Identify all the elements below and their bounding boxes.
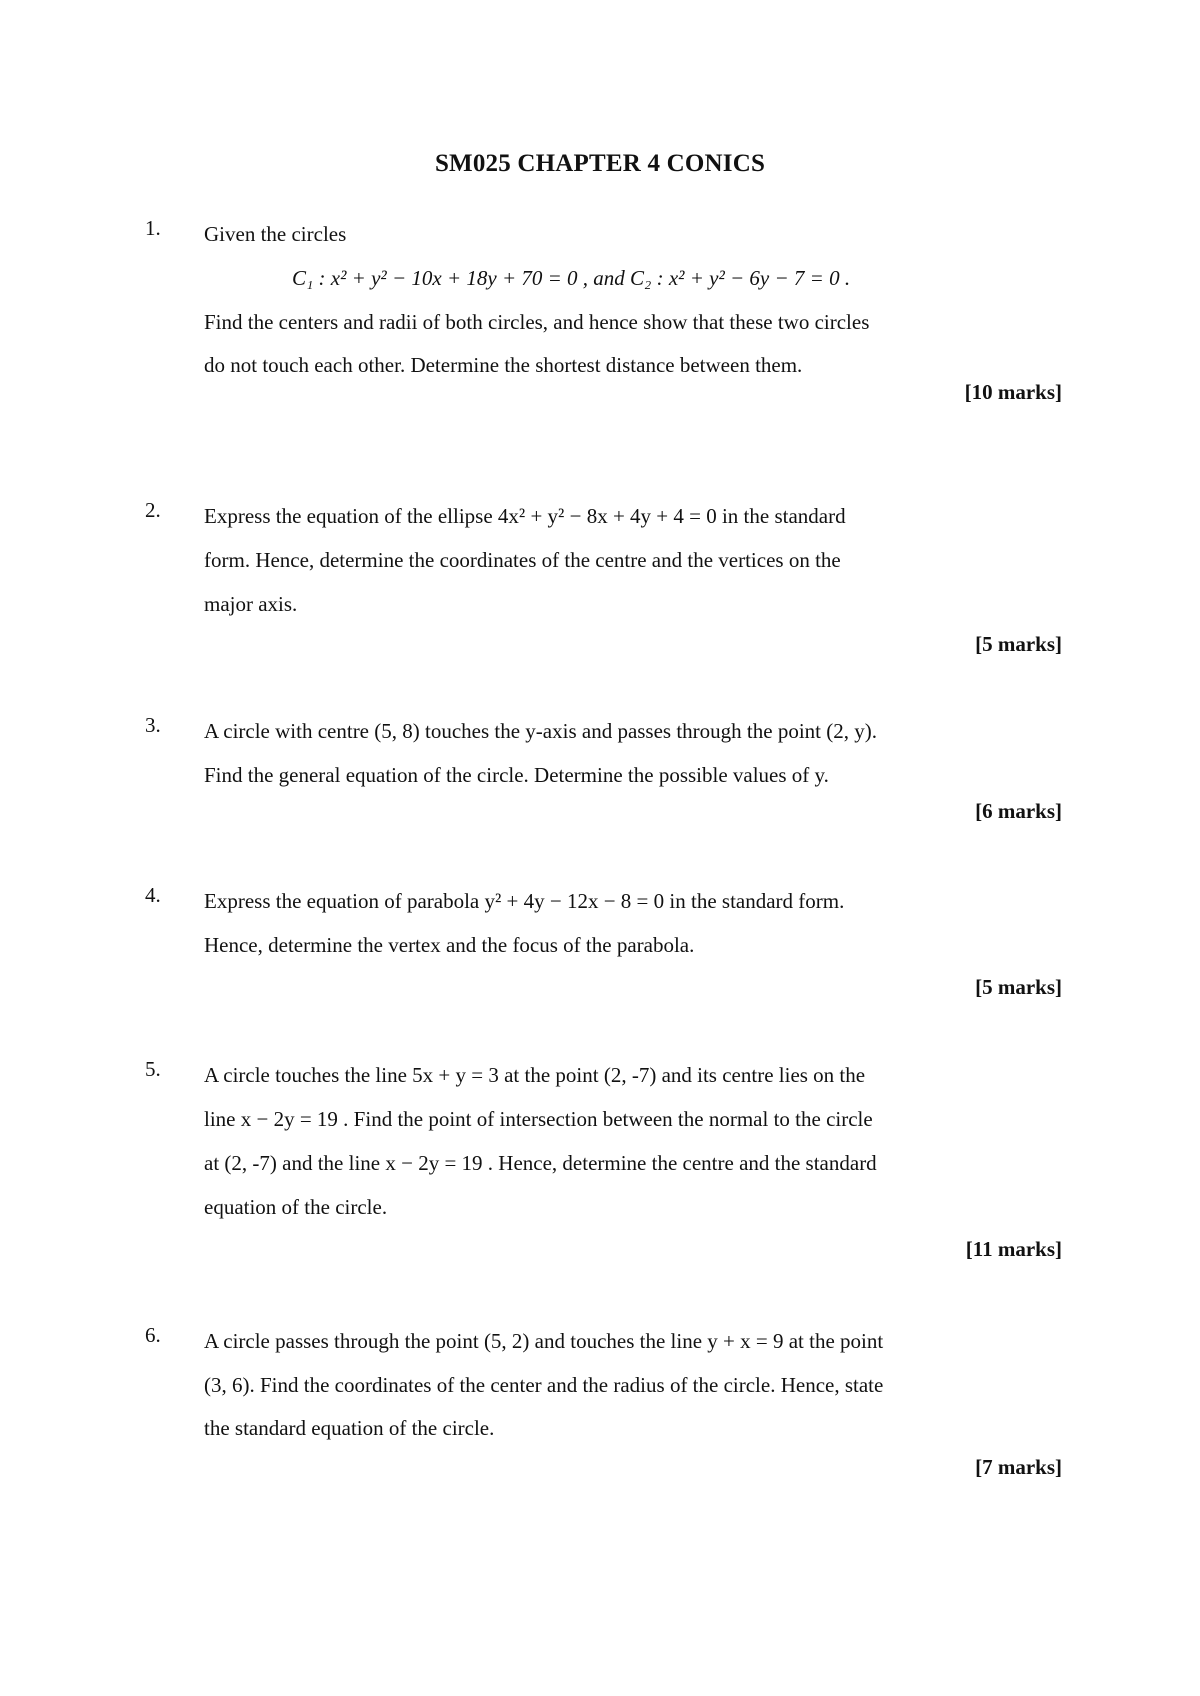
question-number: 5.	[145, 1057, 161, 1081]
question-text	[204, 879, 984, 967]
question-line: major axis.	[204, 592, 298, 616]
question-line: Hence, determine the vertex and the focus of the parabola.	[204, 933, 695, 957]
question-text	[204, 1053, 984, 1229]
marks-label: [6 marks]	[975, 799, 1062, 823]
question-line: Express the equation of the ellipse 4x² + y² − 8x + 4y + 4 = 0 in the standard	[204, 504, 846, 528]
question-number: 6.	[145, 1323, 161, 1347]
question-line: Find the general equation of the circle. Determine the possible values of y.	[204, 763, 829, 787]
question-number: 3.	[145, 713, 161, 737]
equation-line: C₁ : x² + y² − 10x + 18y + 70 = 0 , and C₂ : x² + y² − 6y − 7 = 0 .	[292, 266, 851, 290]
question-line: do not touch each other. Determine the shortest distance between them.	[204, 353, 803, 377]
question-number: 4.	[145, 883, 161, 907]
question-line: Find the centers and radii of both circles, and hence show that these two circles	[204, 310, 870, 334]
question-line: A circle with centre (5, 8) touches the y-axis and passes through the point (2, y).	[204, 719, 877, 743]
page-title: SM025 CHAPTER 4 CONICS	[434, 150, 766, 177]
question-line: the standard equation of the circle.	[204, 1416, 495, 1440]
marks-label: [5 marks]	[975, 632, 1062, 656]
question-number: 1.	[145, 216, 161, 240]
question-text	[204, 709, 984, 797]
marks-label: [10 marks]	[964, 380, 1062, 404]
question-line: Given the circles	[204, 222, 347, 246]
question-text	[204, 1319, 984, 1449]
question-line: (3, 6). Find the coordinates of the center and the radius of the circle. Hence, state	[204, 1373, 884, 1397]
question-text	[204, 212, 984, 386]
marks-label: [11 marks]	[965, 1237, 1062, 1261]
question-line: equation of the circle.	[204, 1195, 388, 1219]
marks-label: [5 marks]	[975, 975, 1062, 999]
question-line: form. Hence, determine the coordinates of the centre and the vertices on the	[204, 548, 841, 572]
marks-label: [7 marks]	[975, 1455, 1062, 1479]
question-line: Express the equation of parabola y² + 4y − 12x − 8 = 0 in the standard form.	[204, 889, 845, 913]
question-line: A circle touches the line 5x + y = 3 at the point (2, -7) and its centre lies on the	[204, 1063, 866, 1087]
question-line: A circle passes through the point (5, 2) and touches the line y + x = 9 at the point	[204, 1329, 884, 1353]
question-text	[204, 494, 984, 626]
question-number: 2.	[145, 498, 161, 522]
question-line: line x − 2y = 19 . Find the point of intersection between the normal to the circle	[204, 1107, 873, 1131]
question-line: at (2, -7) and the line x − 2y = 19 . Hence, determine the centre and the standard	[204, 1151, 877, 1175]
